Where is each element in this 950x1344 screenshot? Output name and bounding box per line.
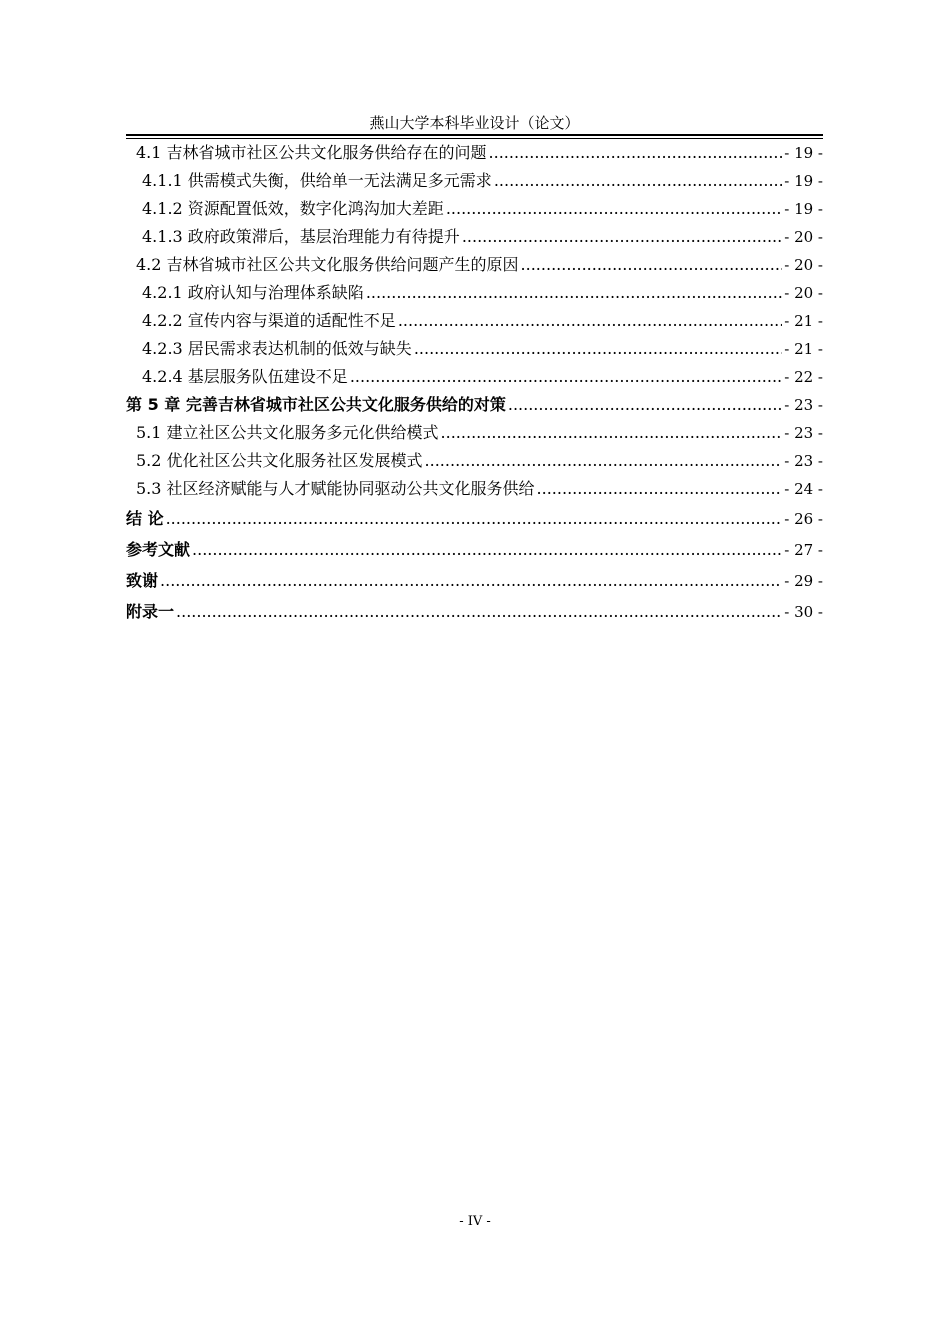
- toc-entry[interactable]: [126, 419, 823, 447]
- toc-dot-leader: [425, 447, 783, 475]
- toc-entry[interactable]: [126, 363, 823, 391]
- toc-dot-leader: [176, 596, 782, 627]
- toc-dot-leader: [446, 195, 782, 223]
- toc-entry-title: 4.2.3 居民需求表达机制的低效与缺失: [142, 339, 412, 358]
- toc-entry-page: - 22 -: [784, 368, 823, 386]
- toc-entry-title: 4.2.2 宣传内容与渠道的适配性不足: [142, 311, 396, 330]
- toc-entry-title: 致谢: [126, 571, 159, 590]
- toc-entry[interactable]: [126, 503, 823, 534]
- toc-entry-page: - 29 -: [784, 572, 823, 590]
- toc-entry-title: 4.1.1 供需模式失衡，供给单一无法满足多元需求: [142, 171, 492, 190]
- header-rule-thick: [126, 134, 823, 136]
- toc-entry[interactable]: [126, 223, 823, 251]
- toc-dot-leader: [160, 565, 782, 596]
- toc-entry[interactable]: [126, 335, 823, 363]
- toc-entry-title: 附录一: [126, 602, 175, 621]
- toc-dot-leader: [521, 251, 783, 279]
- toc-entry-title: 4.1.3 政府政策滞后，基层治理能力有待提升: [142, 227, 460, 246]
- toc-entry-page: - 21 -: [784, 340, 823, 358]
- toc-entry[interactable]: [126, 447, 823, 475]
- toc-dot-leader: [441, 419, 783, 447]
- toc-entry-page: - 24 -: [784, 480, 823, 498]
- toc-dot-leader: [537, 475, 783, 503]
- toc-entry-page: - 20 -: [784, 256, 823, 274]
- toc-dot-leader: [366, 279, 782, 307]
- toc-entry-title: 参考文献: [126, 540, 191, 559]
- toc-entry-page: - 23 -: [784, 424, 823, 442]
- toc-entry[interactable]: [126, 167, 823, 195]
- toc-entry-page: - 20 -: [784, 284, 823, 302]
- toc-dot-leader: [462, 223, 782, 251]
- toc-entry-page: - 21 -: [784, 312, 823, 330]
- toc-entry-title: 4.2.1 政府认知与治理体系缺陷: [142, 283, 364, 302]
- toc-entry-title: 4.1.2 资源配置低效，数字化鸿沟加大差距: [142, 199, 444, 218]
- toc-entry-title: 5.3 社区经济赋能与人才赋能协同驱动公共文化服务供给: [136, 479, 535, 498]
- toc-entry[interactable]: [126, 251, 823, 279]
- toc-entry-page: - 19 -: [784, 144, 823, 162]
- toc-entry[interactable]: [126, 475, 823, 503]
- toc-entry[interactable]: [126, 139, 823, 167]
- toc-entry-page: - 19 -: [784, 172, 823, 190]
- toc-dot-leader: [414, 335, 782, 363]
- toc-entry-page: - 23 -: [784, 452, 823, 470]
- toc-dot-leader: [166, 503, 783, 534]
- toc-entry[interactable]: [126, 596, 823, 627]
- toc-entry[interactable]: [126, 565, 823, 596]
- page-header-title: 燕山大学本科毕业设计（论文）: [369, 114, 580, 132]
- toc-entry-page: - 20 -: [784, 228, 823, 246]
- toc-entry-title: 4.2 吉林省城市社区公共文化服务供给问题产生的原因: [136, 255, 519, 274]
- toc-dot-leader: [489, 139, 783, 167]
- toc-entry-page: - 23 -: [784, 396, 823, 414]
- toc-entry-page: - 26 -: [784, 510, 823, 528]
- toc-entry[interactable]: [126, 391, 823, 419]
- toc-entry[interactable]: [126, 307, 823, 335]
- toc-entry-title: 5.1 建立社区公共文化服务多元化供给模式: [136, 423, 439, 442]
- toc-entry[interactable]: [126, 279, 823, 307]
- toc-entry-title: 4.2.4 基层服务队伍建设不足: [142, 367, 348, 386]
- page-number: - IV -: [459, 1214, 491, 1229]
- toc-dot-leader: [494, 167, 782, 195]
- toc-dot-leader: [398, 307, 782, 335]
- toc-entry[interactable]: [126, 195, 823, 223]
- toc-dot-leader: [508, 391, 782, 419]
- toc-entry-title: 4.1 吉林省城市社区公共文化服务供给存在的问题: [136, 143, 487, 162]
- toc-entry-page: - 27 -: [784, 541, 823, 559]
- toc-entry[interactable]: [126, 534, 823, 565]
- toc-dot-leader: [350, 363, 782, 391]
- toc-entry-page: - 19 -: [784, 200, 823, 218]
- toc-entry-title: 5.2 优化社区公共文化服务社区发展模式: [136, 451, 423, 470]
- toc-entry-title: 第 5 章 完善吉林省城市社区公共文化服务供给的对策: [126, 395, 506, 414]
- toc-entry-title: 结 论: [126, 509, 164, 528]
- toc-entry-page: - 30 -: [784, 603, 823, 621]
- toc-dot-leader: [192, 534, 782, 565]
- table-of-contents: [126, 139, 823, 627]
